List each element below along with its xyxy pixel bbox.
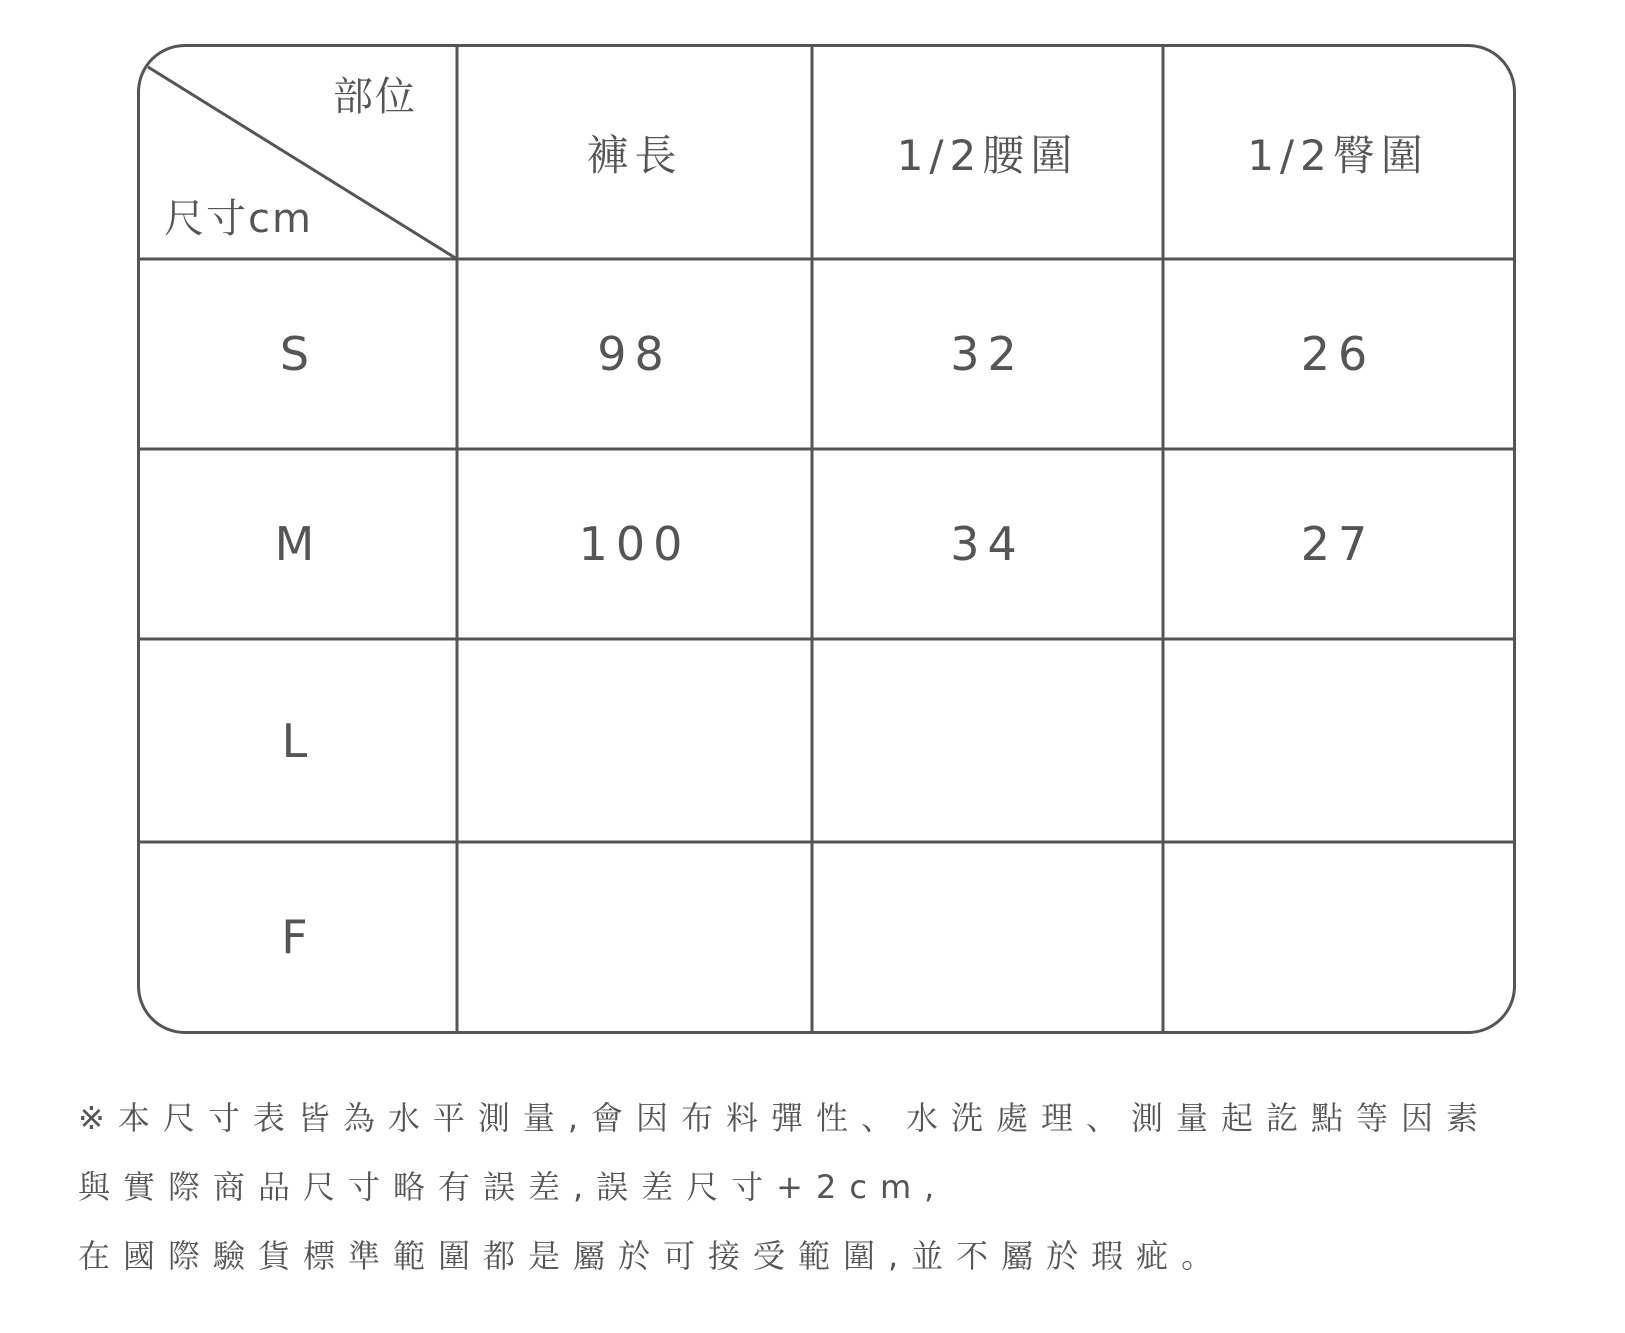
row-label-size: F: [281, 909, 316, 964]
measurement-notes: [78, 1098, 1598, 1305]
table-cell: [1163, 639, 1513, 842]
table-cell: 27: [1300, 517, 1376, 571]
size-table: [137, 44, 1516, 1034]
table-cell: 32: [950, 327, 1025, 381]
column-header-waist: 1/2腰圍: [896, 131, 1079, 180]
table-cell: 34: [950, 517, 1025, 571]
column-header-length: 褲長: [586, 131, 683, 180]
note-line: 在國際驗貨標準範圍都是屬於可接受範圍,並不屬於瑕疵。: [78, 1237, 1227, 1275]
table-cell: 26: [1300, 327, 1376, 381]
column-header-hip: 1/2臀圍: [1247, 131, 1429, 180]
table-cell: 98: [597, 327, 672, 381]
table-cell: [812, 639, 1163, 842]
row-label-size: M: [274, 517, 323, 571]
table-cell: [457, 842, 812, 1031]
note-line: ※本尺寸表皆為水平測量,會因布料彈性、水洗處理、測量起訖點等因素: [78, 1099, 1491, 1137]
row-label-size: L: [281, 713, 316, 768]
row-label-size: S: [279, 327, 318, 381]
table-cell: [1163, 842, 1513, 1031]
table-cell: [812, 842, 1163, 1031]
table-cell: [457, 639, 812, 842]
corner-label-size-unit: 尺寸cm: [164, 196, 313, 242]
table-cell: 100: [578, 517, 691, 571]
corner-label-position: 部位: [333, 74, 417, 120]
note-line: 與實際商品尺寸略有誤差,誤差尺寸+2cm,: [78, 1168, 948, 1206]
